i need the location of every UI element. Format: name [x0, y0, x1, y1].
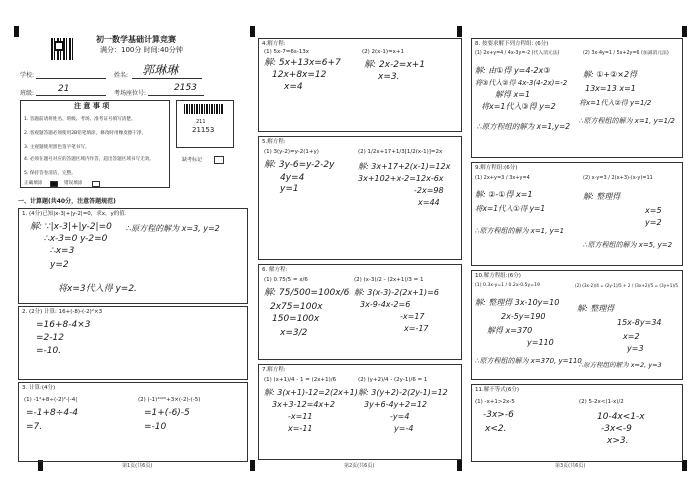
answer-line: 150=100x: [272, 314, 320, 324]
qr-code-icon: [51, 38, 73, 60]
name-line: [132, 78, 202, 79]
notice-item: 3. 主观题使用黑色签字笔书写。: [24, 145, 90, 150]
answer-line: -2x=98: [414, 186, 444, 195]
answer-line: y=3: [627, 344, 644, 353]
question-text: (2) x-y=3 / 2(x+3)-(x-y)=11: [583, 175, 653, 181]
exam-no-label: 考场座位号:: [114, 90, 147, 97]
school-line: [36, 78, 106, 79]
answer-line: y=2: [50, 260, 69, 270]
answer-line: 解: 5x+13x=6+7: [264, 58, 341, 68]
wrong-sample: [92, 181, 100, 187]
seat-code-top: 211: [196, 119, 206, 125]
answer-line: =-1+8÷4-4: [26, 408, 79, 418]
question-text: 1. (4分)已知|x-3|+|y-2|=0，求x，y的值.: [22, 211, 127, 217]
answer-line: 将x=1代入①得 y=1: [475, 204, 546, 213]
answer-line: 3x+3-12=4x+2: [272, 400, 336, 409]
answer-line: x=5: [645, 206, 662, 215]
fill-sample: [50, 181, 58, 187]
answer-line: 解: 3(x-3)-2(2x+1)=6: [354, 288, 439, 297]
answer-line: x=-17: [404, 324, 429, 333]
class-line: [36, 95, 106, 96]
answer-line: ∴原方程组的解为 x=2, y=3: [579, 361, 662, 369]
answer-line: =7.: [26, 422, 43, 432]
seat-code: 21153: [192, 126, 215, 134]
answer-line: 解: 3(x+1)-12=2(2x+1): [264, 388, 358, 397]
answer-line: 解: 整理得: [583, 192, 621, 201]
answer-line: ∴x-3=0 y-2=0: [44, 234, 108, 244]
answer-line: 2x75=100x: [270, 302, 323, 312]
answer-line: y=2: [645, 218, 662, 227]
question-text: (1) 2x+y=4 / 4x-3y=-2 (代入消元法): [475, 51, 560, 56]
school-label: 学校:: [20, 72, 35, 79]
question-text: (2) 1/2x+17+1/3[1/2(x-1)]=2x: [358, 149, 443, 155]
answer-line: ∴原方程组的解为 x=1,y=2: [477, 122, 571, 131]
question-text: 9.解方程组:(6分): [475, 165, 518, 171]
exam-no-line: [148, 95, 204, 96]
answer-line: 解得 x=370: [487, 326, 533, 335]
section-1-title: 一、计算题(共40分，注意答题规范): [18, 198, 116, 205]
answer-line: 解: 3x+17+2(x-1)=12x: [358, 162, 451, 171]
answer-line: x=44: [418, 198, 440, 207]
answer-line: 解: ∵|x-3|+|y-2|=0: [30, 222, 112, 232]
notice-item: 1. 答题前请将姓名、班级、考场、准考证号填写清楚。: [24, 117, 136, 122]
answer-line: =16+8-4×3: [36, 320, 91, 330]
fill-wrong-label: 错误填涂: [64, 181, 83, 186]
answer-line: =2-12: [36, 333, 64, 343]
question-text: 4.解方程:: [262, 41, 286, 47]
answer-line: 解: 3y-6=y-2-2y: [264, 160, 335, 170]
answer-line: 解: 3(y+2)-2(2y-1)=12: [358, 388, 448, 397]
question-text: (1) (x+1)/4 - 1 = (2x+1)/6: [264, 377, 337, 383]
answer-line: ∴原方程组的解为 x=5, y=2: [583, 241, 673, 249]
answer-line: -3x<-9: [601, 424, 632, 434]
question-text: (2) (y+2)/4 - (2y-1)/6 = 1: [358, 377, 428, 383]
class-value: 21: [58, 84, 70, 94]
answer-line: 解得 x=1: [495, 90, 531, 99]
page-footer: 第3页(共6页): [555, 463, 586, 469]
question-text: (1) 2x+y=3 / 3x+y=4: [475, 175, 530, 181]
question-text: (1) 0.3x-y=1 / 0.2x-0.5y=19: [475, 283, 540, 288]
question-text: (2) 3x-4y=1 / 5x+2y=6 (加减消元法): [583, 51, 669, 56]
page-footer: 第1页(共6页): [122, 463, 153, 469]
answer-line: 13x=13 x=1: [585, 84, 636, 93]
name-label: 姓名:: [114, 72, 129, 79]
question-text: 5.解方程:: [262, 139, 286, 145]
answer-line: 3y+6-4y+2=12: [364, 400, 428, 409]
answer-line: y=-4: [394, 424, 414, 433]
answer-line: 将x=1代入②得 y=1/2: [579, 99, 652, 107]
answer-line: x=-11: [288, 424, 313, 433]
question-text: (2) (3x-2)/4 = (2y-1)/5 + 2 / (3x+2)/5 = (3y+1)/5: [575, 283, 679, 288]
answer-line: 解: 整理得 3x-10y=10: [475, 298, 560, 307]
barcode-icon: [184, 104, 224, 114]
question-text: 6. 解方程:: [262, 267, 288, 273]
answer-line: x<2.: [485, 424, 507, 434]
answer-line: 12x+8x=12: [272, 70, 327, 80]
question-text: (1) -x+1>2x-5: [475, 399, 515, 405]
answer-line: 将x=3代入得 y=2.: [58, 284, 137, 294]
question-text: (1) 3(y-2)=y-2(1+y): [264, 149, 319, 155]
notice-item: 2. 客观题答题必须使用2B铅笔填涂，修改时用橡皮擦干净。: [24, 131, 147, 136]
question-text: 11.解不等式(6分): [475, 387, 520, 393]
exam-subtitle: 满分：100分 时间:40分钟: [100, 46, 183, 54]
question-text: 7.解方程:: [262, 367, 286, 373]
answer-line: =-10.: [36, 346, 62, 356]
answer-line: =1+(-6)-5: [144, 408, 190, 418]
question-text: (1) 5x-7=6s-13x: [264, 49, 309, 55]
absent-checkbox[interactable]: [214, 156, 224, 164]
question-text: (2) (-1)²⁰²⁰+3×(-2)-(-5): [138, 397, 201, 403]
answer-line: 解: ②-①得 x=1: [475, 190, 533, 199]
fill-correct-label: 正确填涂: [24, 181, 43, 186]
question-text: (1) -1⁴+8÷(-2)²-|-4|: [24, 397, 78, 403]
question-text: 2. (2分) 计算: 16+(-8)-(-2)²×3: [22, 309, 103, 315]
answer-line: -3x>-6: [483, 410, 514, 420]
answer-line: -y=4: [390, 412, 410, 421]
answer-line: 解: 75/500=100x/6: [264, 288, 350, 298]
answer-line: ∴原方程组的解为 x=1, y=1: [475, 227, 565, 235]
answer-line: 将③代入②得 4x-3(4-2x)=-2: [475, 79, 568, 87]
absent-label: 缺考标记: [182, 157, 203, 163]
question-text: (2) (x-3)/2 - (2x+1)/3 = 1: [354, 277, 424, 283]
answer-line: 15x-8y=34: [617, 318, 662, 327]
answer-line: y=1: [280, 184, 299, 194]
answer-line: x=3.: [378, 72, 400, 82]
answer-line: 4y=4: [280, 173, 305, 183]
answer-line: 解: ①+②×2得: [583, 70, 638, 79]
answer-line: x=2: [623, 332, 640, 341]
answer-line: 解: 整理得: [577, 304, 615, 313]
answer-sheet-page-2: [254, 26, 464, 469]
question-text: 8. 按要求解下列方程组: (6分): [475, 41, 549, 47]
answer-line: 10-4x<1-x: [597, 412, 645, 422]
exam-title: 初一数学基础计算竞赛: [96, 35, 176, 44]
question-text: (2) 5-2x<(1-x)/2: [579, 399, 624, 405]
answer-side-note: ∴原方程的解为 x=3, y=2: [126, 224, 220, 233]
answer-sheet-page-3: [467, 26, 689, 469]
answer-line: ∴原方程组的解为 x=1, y=1/2: [579, 117, 675, 125]
answer-line: -x=11: [288, 412, 313, 421]
answer-line: -x=17: [400, 312, 425, 321]
question-text: (2) 2(x-1)=x+1: [362, 49, 405, 55]
answer-area-q3: [18, 382, 248, 462]
answer-line: x=4: [284, 82, 303, 92]
answer-line: y=110: [527, 338, 554, 347]
answer-line: 2x-5y=190: [501, 312, 546, 321]
answer-line: 解: 2x-2=x+1: [364, 60, 426, 70]
answer-line: =-10: [144, 422, 167, 432]
exam-no-value: 2153: [174, 83, 197, 93]
answer-line: 将x=1代入③得 y=2: [481, 102, 556, 111]
question-text: (1) 0.75/5 = x/6: [264, 277, 308, 283]
notice-title: 注 意 事 项: [74, 102, 110, 110]
question-text: 10.解方程组:(6分): [475, 273, 521, 279]
answer-line: x=3/2: [280, 328, 308, 338]
answer-line: ∴x=3: [50, 246, 75, 256]
answer-line: 3x+102+x-2=12x-6x: [358, 174, 444, 183]
question-text: 3. 计算:(4分): [22, 385, 56, 391]
answer-area-q11: [471, 384, 683, 462]
answer-line: 解: 由①得 y=4-2x③: [475, 66, 551, 75]
answer-line: 3x-9-4x-2=6: [360, 300, 411, 309]
page-footer: 第2页(共6页): [344, 463, 375, 469]
answer-sheet-page-1: [14, 26, 250, 469]
name-value: 郭琳琳: [142, 63, 179, 77]
answer-line: x>3.: [607, 436, 629, 446]
notice-item: 5. 保持答卷清洁、完整。: [24, 171, 76, 176]
class-label: 班级:: [20, 90, 35, 97]
answer-area-q2: [18, 306, 248, 380]
answer-line: ∴原方程组的解为 x=370, y=110: [475, 357, 582, 365]
notice-item: 4. 必须在题号对应的答题区域内作答，超出答题区域书写无效。: [24, 157, 154, 162]
